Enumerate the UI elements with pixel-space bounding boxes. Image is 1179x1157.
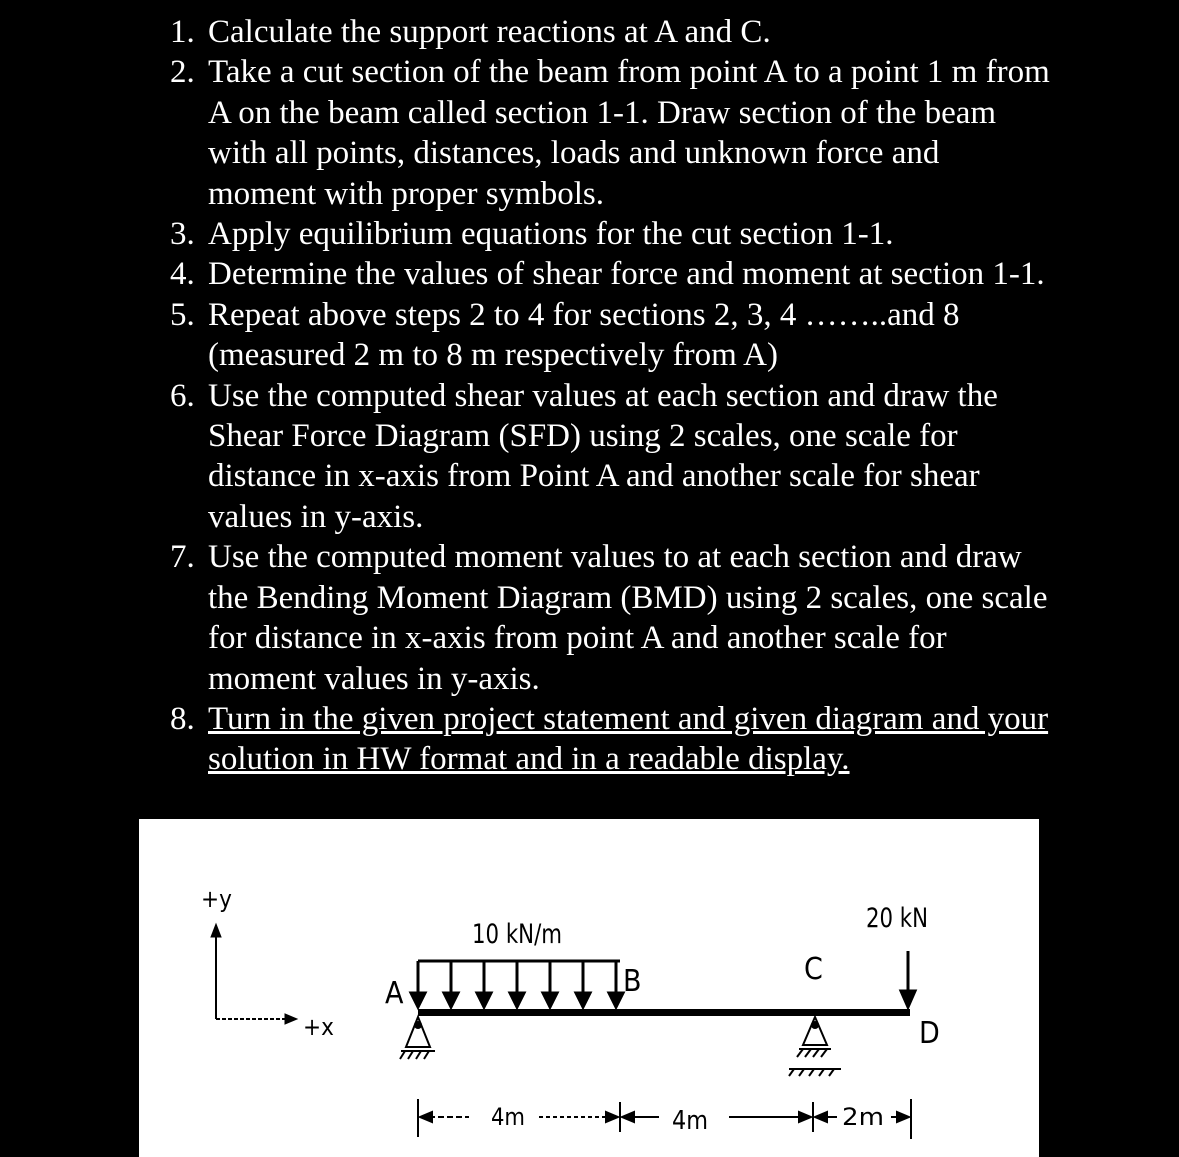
x-arrow-icon xyxy=(285,1014,297,1024)
step-1 xyxy=(170,12,1050,52)
coordinate-axes xyxy=(211,924,297,1024)
step-6 xyxy=(170,376,1050,538)
step-text: Calculate the support reactions at A and C. xyxy=(208,14,771,50)
roller-support-c xyxy=(789,1017,841,1076)
step-5 xyxy=(170,295,1050,376)
beam xyxy=(418,1009,910,1016)
step-text: Repeat above steps 2 to 4 for sections 2, 3, 4 ……..and 8 (measured 2 m to 8 m respectively from A) xyxy=(208,296,960,374)
step-number: 5. xyxy=(170,296,195,333)
step-text: Use the computed shear values at each section and draw the Shear Force Diagram (SFD) using 2 scales, one scale for distance in x-axis from Point A and another scale for shear values in y-axis. xyxy=(208,377,998,535)
point-d-label: D xyxy=(919,1016,940,1051)
pin-support-a xyxy=(400,1017,435,1059)
axis-y-label: +y xyxy=(201,885,232,913)
dim-cd-label: 2m xyxy=(842,1103,884,1131)
step-7 xyxy=(170,537,1050,699)
point-a-label: A xyxy=(385,976,404,1011)
step-text: Turn in the given project statement and given diagram and your solution in HW format and in a readable display. xyxy=(208,700,1049,778)
step-3 xyxy=(170,214,1050,254)
beam-diagram xyxy=(139,819,1039,1157)
axis-x-label: +x xyxy=(303,1013,334,1041)
dim-ab-label: 4m xyxy=(491,1103,525,1131)
step-text: Take a cut section of the beam from point A to a point 1 m from A on the beam called section 1-1. Draw section of the beam with all points, distances, loads and unknown force and moment with proper symbols. xyxy=(208,54,1050,212)
point-b-label: B xyxy=(623,964,642,999)
step-text: Determine the values of shear force and moment at section 1-1. xyxy=(208,256,1045,293)
step-number: 1. xyxy=(170,14,195,50)
point-load-label: 20 kN xyxy=(866,903,928,934)
step-8 xyxy=(170,699,1050,780)
point-load xyxy=(901,951,915,1007)
beam-diagram-svg xyxy=(139,819,1039,1157)
y-arrow-icon xyxy=(211,924,221,937)
dim-bc-label: 4m xyxy=(672,1106,708,1136)
point-c-label: C xyxy=(804,952,823,987)
step-number: 8. xyxy=(170,700,195,737)
distributed-load-label: 10 kN/m xyxy=(472,919,562,950)
instruction-list xyxy=(170,12,1050,780)
step-text: Apply equilibrium equations for the cut section 1-1. xyxy=(208,216,894,253)
step-text: Use the computed moment values to at each section and draw the Bending Moment Diagram (BMD) using 2 scales, one scale for distance in x-axis from point A and another scale for moment values in y-axis. xyxy=(208,539,1048,697)
distributed-load xyxy=(411,961,623,1007)
step-number: 4. xyxy=(170,256,195,293)
step-2 xyxy=(170,52,1050,214)
step-number: 7. xyxy=(170,539,195,576)
step-number: 6. xyxy=(170,377,195,414)
step-4 xyxy=(170,254,1050,294)
step-number: 3. xyxy=(170,216,195,253)
step-number: 2. xyxy=(170,54,195,91)
